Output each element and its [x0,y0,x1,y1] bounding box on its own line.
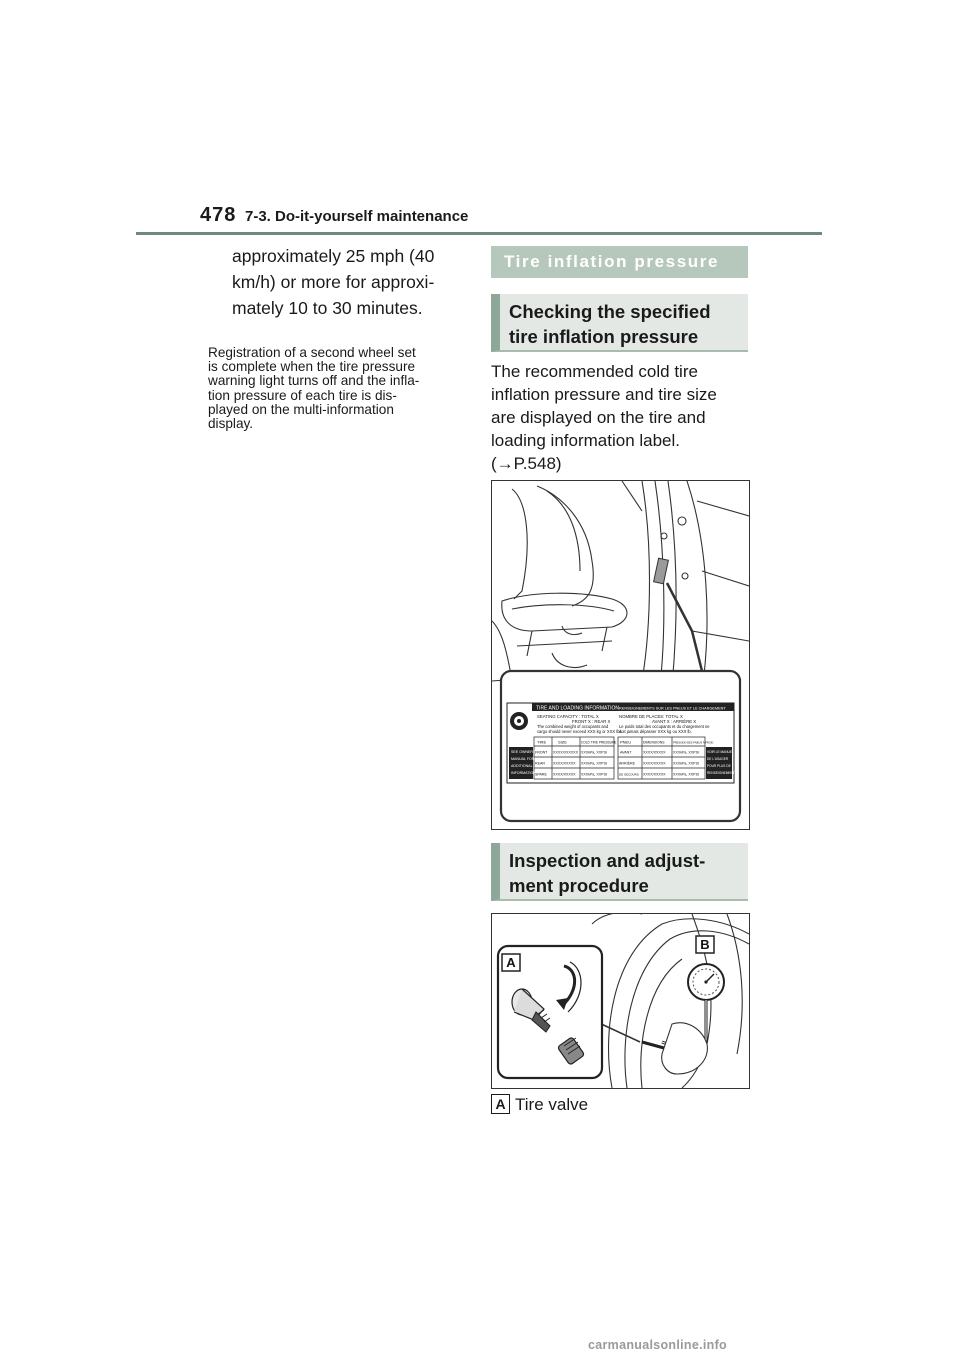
col-pneu: PNEU [620,739,632,745]
row-avant-tire: AVANT [620,750,632,755]
subheading-line: ment procedure [509,875,649,896]
pillar-label-marker [654,558,669,584]
row-avant-size: XXXX/XXXXX [643,750,666,755]
figure-caption [491,1094,588,1116]
gauge-chuck [642,1042,664,1048]
label-weight-en-2: cargo should never exceed XXX kg or XXX lbs. [537,729,623,734]
col-size: SIZE [558,739,567,745]
col-pression: PRESSION DES PNEUS À FROID [673,741,714,745]
callout-a-label: A [506,955,516,970]
note-line: is complete when the tire pressure [208,359,416,375]
label-weight-en: The combined weight of occupants and [537,724,609,729]
label-title-fr: RENSEIGNEMENTS SUR LES PNEUS ET LE CHARGEMENT [619,706,726,711]
side-fr-1: VOIR LE MANUEL [707,750,734,754]
body-line: inflation pressure and tire size [491,385,717,404]
row-front-size: XXXXX/XXXXX [553,750,578,755]
note-line: tion pressure of each tire is dis- [208,387,397,403]
row-rear-tire: REAR [535,761,545,766]
valve-gauge-drawing [492,914,749,1088]
step-line: mately 10 to 30 minutes. [232,298,423,318]
side-fr-2: DE L'USAGER [707,757,729,761]
side-en-3: ADDITIONAL [511,764,533,768]
row-secours-pressure: XXXkPa, XXPSI [673,772,699,777]
body-line: loading information label. [491,431,681,450]
callout-leader-line [667,583,702,671]
subheading-line: tire inflation pressure [509,326,699,347]
side-en-1: SEE OWNER'S [511,750,537,754]
side-en-2: MANUAL FOR [511,757,535,761]
side-fr-4: RENSEIGNEMENTS [707,771,737,775]
subheading-checking-pressure [491,294,748,352]
row-front-tire: FRONT [535,750,548,755]
row-secours-size: XXXX/XXXXX [643,772,666,777]
row-rear-size: XXXX/XXXXX [553,761,576,766]
tire-loading-label [507,703,737,783]
row-front-pressure: XXXkPa, XXPSI [581,750,607,755]
col-cold-pressure: COLD TIRE PRESSURE [581,740,617,745]
header-divider [136,232,822,235]
note-line: warning light turns off and the infla- [208,373,420,389]
tire-valve-gauge-illustration [491,913,750,1089]
row-spare-size: XXXX/XXXXX [553,772,576,777]
row-arriere-pressure: XXXkPa, XXPSI [673,761,699,766]
hand-outline [662,1023,708,1074]
label-title-en: TIRE AND LOADING INFORMATION [536,705,619,712]
label-seating-fr: NOMBRE DE PLACES: TOTAL X [619,714,683,719]
step-continuation-text [232,243,462,321]
label-weight-fr-2: doit jamais dépasser XXX kg ou XXX lb. [619,729,692,734]
side-fr-3: POUR PLUS DE [707,764,731,768]
section-banner: Tire inflation pressure [491,246,748,278]
door-pillar-label-illustration [491,480,750,830]
subheading-inspection-procedure [491,843,748,901]
col-dimensions: DIMENSIONS [643,740,665,745]
step-line: approximately 25 mph (40 [232,246,435,266]
row-secours-tire: DE SECOURS [619,772,639,777]
caption-text: Tire valve [515,1095,589,1114]
row-arriere-tire: ARRIÈRE [619,761,635,766]
row-arriere-size: XXXX/XXXXX [643,761,666,766]
section-title: 7-3. Do-it-yourself maintenance [245,208,469,225]
note-line: display. [208,416,254,432]
label-seating-en: SEATING CAPACITY : TOTAL X [537,714,599,719]
label-weight-fr: Le poids total des occupants et du chargement ne [619,724,710,729]
door-pillar-drawing [492,481,749,829]
registration-note [208,346,468,431]
page-reference-link[interactable]: (→P.548) [491,454,562,473]
seat-cushion-outline [502,593,627,631]
note-line: Registration of a second wheel set [208,345,416,360]
side-en-4: INFORMATION [511,771,536,775]
label-seating-en-2: FRONT X : REAR X [572,719,611,724]
caption-letter-box: A [491,1094,510,1114]
body-line: are displayed on the tire and [491,408,706,427]
body-line: The recommended cold tire [491,362,698,381]
note-line: played on the multi-information [208,401,394,417]
page-number: 478 [200,204,237,226]
row-spare-pressure: XXXkPa, XXPSI [581,772,607,777]
col-tire: TIRE [537,739,547,745]
pressure-body-text [491,360,751,475]
watermark: carmanualsonline.info [588,1338,727,1352]
label-seating-fr-2: AVANT X : ARRIÈRE X [652,719,697,724]
row-spare-tire: SPARE [535,772,547,777]
row-rear-pressure: XXXkPa, XXPSI [581,761,607,766]
row-avant-pressure: XXXkPa, XXPSI [673,750,699,755]
subheading-line: Inspection and adjust- [509,850,706,871]
subheading-line: Checking the specified [509,301,711,322]
callout-b-label: B [700,937,710,952]
step-line: km/h) or more for approxi- [232,272,435,292]
seat-back-outline [512,489,527,599]
